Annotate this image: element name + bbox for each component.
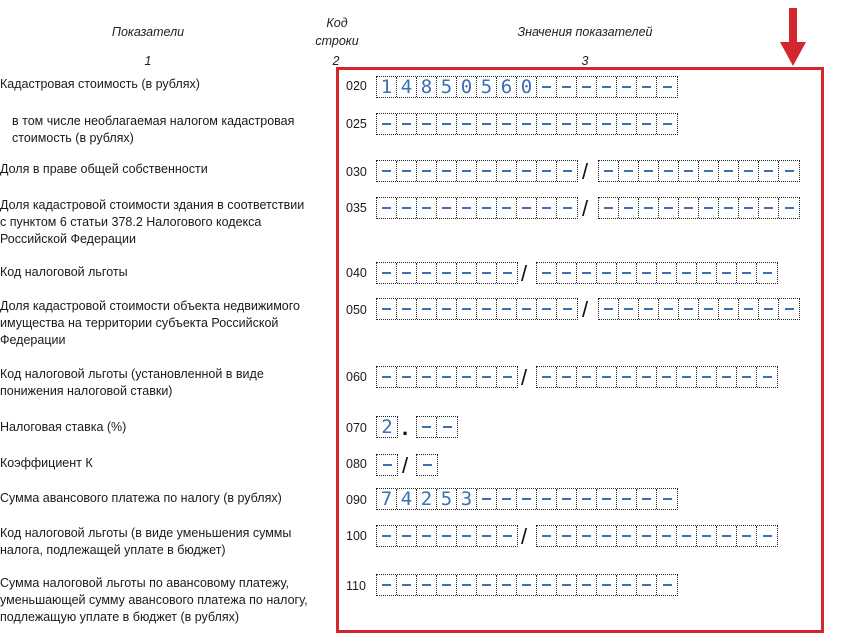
separator-100: / [521,524,528,549]
empty-cell [557,575,577,595]
label-080: Коэффициент К [0,456,93,470]
empty-cell [537,575,557,595]
empty-cell [659,198,679,218]
separator-080: / [402,453,409,478]
decimal-point-070: . [402,415,409,440]
empty-cell [457,575,477,595]
empty-cell [619,198,639,218]
empty-cell [517,161,537,181]
digit-cell: 7 [377,489,397,509]
empty-cell [457,114,477,134]
empty-cell [597,114,617,134]
empty-cell [377,299,397,319]
field-050-denominator[interactable] [598,298,800,320]
empty-cell [719,198,739,218]
code-025: 025 [346,117,367,131]
code-070: 070 [346,421,367,435]
empty-cell [639,161,659,181]
empty-cell [577,263,597,283]
empty-cell [659,161,679,181]
field-035-numerator[interactable] [376,197,578,219]
empty-cell [759,161,779,181]
empty-cell [457,161,477,181]
field-040-detail[interactable] [536,262,778,284]
empty-cell [457,526,477,546]
empty-cell [397,526,417,546]
field-100-detail[interactable] [536,525,778,547]
field-110[interactable] [376,574,678,596]
empty-cell [697,526,717,546]
empty-cell [477,114,497,134]
empty-cell [597,526,617,546]
empty-cell [517,198,537,218]
empty-cell [717,526,737,546]
digit-cell: 2 [381,416,393,438]
empty-cell [537,198,557,218]
code-050: 050 [346,303,367,317]
empty-cell [377,114,397,134]
empty-cell [637,489,657,509]
field-030-denominator[interactable] [598,160,800,182]
empty-cell [619,161,639,181]
empty-cell [657,526,677,546]
separator-050: / [582,297,589,322]
empty-cell [739,198,759,218]
empty-cell [377,198,397,218]
label-030: Доля в праве общей собственности [0,162,208,176]
empty-cell [637,263,657,283]
empty-cell [557,489,577,509]
empty-cell [397,161,417,181]
digit-cell: 0 [517,77,537,97]
digit-cell: 0 [457,77,477,97]
empty-cell [617,367,637,387]
empty-cell [657,263,677,283]
empty-cell [497,575,517,595]
code-080: 080 [346,457,367,471]
empty-cell [617,263,637,283]
empty-cell [617,526,637,546]
empty-cell [557,114,577,134]
empty-cell [619,299,639,319]
label-110: Сумма налоговой льготы по авансовому платежу, уменьшающей сумму авансового платежа по налогу, подлежащую уплате в бюджет (в рублях) [0,576,308,624]
field-070-fraction[interactable] [416,416,458,438]
code-090: 090 [346,493,367,507]
empty-cell [759,299,779,319]
field-060-detail[interactable] [536,366,778,388]
empty-cell [599,161,619,181]
empty-cell [659,299,679,319]
col1-header: Показатели [111,25,185,39]
empty-cell [417,299,437,319]
empty-cell [457,198,477,218]
empty-cell [739,161,759,181]
empty-cell [719,161,739,181]
separator-040: / [521,261,528,286]
label-090: Сумма авансового платежа по налогу (в рублях) [0,491,282,505]
field-070-integer[interactable] [376,416,398,438]
empty-cell [577,575,597,595]
empty-cell [719,299,739,319]
empty-cell [397,198,417,218]
empty-cell [537,489,557,509]
empty-cell [599,299,619,319]
empty-cell [717,367,737,387]
digit-cell: 2 [417,489,437,509]
label-070: Налоговая ставка (%) [0,420,127,434]
col2-header-line1: Код [326,16,348,30]
empty-cell [577,489,597,509]
empty-cell [477,367,497,387]
digit-cell: 1 [377,77,397,97]
empty-cell [679,161,699,181]
empty-cell [697,263,717,283]
empty-cell [639,198,659,218]
empty-cell [737,526,757,546]
col3-header: Значения показателей [517,25,653,39]
code-060: 060 [346,370,367,384]
empty-cell [677,526,697,546]
empty-cell [757,263,777,283]
empty-cell [497,367,517,387]
field-040-code[interactable] [376,262,518,284]
empty-cell [577,367,597,387]
empty-cell [657,77,677,97]
empty-cell [599,198,619,218]
empty-cell [537,526,557,546]
empty-cell [597,575,617,595]
code-040: 040 [346,266,367,280]
empty-cell [437,575,457,595]
empty-cell [699,299,719,319]
empty-cell [597,489,617,509]
empty-cell [397,114,417,134]
empty-cell [557,367,577,387]
empty-cell [537,263,557,283]
label-050: Доля кадастровой стоимости объекта недвижимого имущества на территории субъекта Российской Федерации [0,299,300,347]
empty-cell [617,489,637,509]
empty-cell [397,367,417,387]
empty-cell [557,263,577,283]
col3-number: 3 [581,54,589,68]
field-030-numerator[interactable] [376,160,578,182]
empty-cell [679,198,699,218]
empty-cell [699,161,719,181]
empty-cell [497,198,517,218]
empty-cell [657,489,677,509]
label-100: Код налоговой льготы (в виде уменьшения суммы налога, подлежащей уплате в бюджет) [0,526,292,557]
empty-cell [417,114,437,134]
empty-cell [779,198,799,218]
empty-cell [417,417,437,437]
digit-cell: 5 [437,489,457,509]
empty-cell [477,198,497,218]
field-100-code[interactable] [376,525,518,547]
field-020[interactable] [376,76,678,98]
empty-cell [679,299,699,319]
empty-cell [477,263,497,283]
empty-cell [537,77,557,97]
empty-cell [657,367,677,387]
code-100: 100 [346,529,367,543]
digit-cell: 4 [397,77,417,97]
label-040: Код налоговой льготы [0,265,128,279]
separator-035: / [582,196,589,221]
empty-cell [779,161,799,181]
empty-cell [757,526,777,546]
empty-cell [517,489,537,509]
empty-cell [417,161,437,181]
col2-header-line2: строки [315,34,359,48]
empty-cell [377,161,397,181]
arrow-down-icon [780,8,806,66]
empty-cell [477,526,497,546]
empty-cell [437,114,457,134]
empty-cell [657,114,677,134]
empty-cell [497,526,517,546]
field-060-code[interactable] [376,366,518,388]
empty-cell [617,114,637,134]
empty-cell [497,161,517,181]
empty-cell [477,575,497,595]
label-035: Доля кадастровой стоимости здания в соответствии с пунктом 6 статьи 378.2 Налогового кодекса Российской Федерации [0,198,305,246]
empty-cell [477,161,497,181]
empty-cell [437,198,457,218]
digit-cell: 8 [417,77,437,97]
empty-cell [557,77,577,97]
label-060: Код налоговой льготы (установленной в виде понижения налоговой ставки) [0,367,264,398]
empty-cell [737,263,757,283]
empty-cell [437,263,457,283]
empty-cell [397,575,417,595]
empty-cell [417,367,437,387]
empty-cell [577,77,597,97]
field-090[interactable] [376,488,678,510]
separator-030: / [582,159,589,184]
empty-cell [377,455,397,475]
empty-cell [617,575,637,595]
empty-cell [699,198,719,218]
empty-cell [617,77,637,97]
code-035: 035 [346,201,367,215]
empty-cell [497,489,517,509]
empty-cell [497,299,517,319]
field-080-fraction[interactable] [416,454,438,476]
empty-cell [737,367,757,387]
empty-cell [517,575,537,595]
code-020: 020 [346,79,367,93]
empty-cell [597,367,617,387]
empty-cell [437,526,457,546]
empty-cell [477,489,497,509]
field-080-integer[interactable] [376,454,398,476]
empty-cell [697,367,717,387]
code-030: 030 [346,165,367,179]
empty-cell [377,263,397,283]
empty-cell [437,417,457,437]
empty-cell [637,526,657,546]
empty-cell [477,299,497,319]
empty-cell [779,299,799,319]
field-025[interactable] [376,113,678,135]
col1-number: 1 [144,54,152,68]
empty-cell [537,161,557,181]
empty-cell [557,198,577,218]
empty-cell [537,299,557,319]
label-020: Кадастровая стоимость (в рублях) [0,77,200,91]
digit-cell: 3 [457,489,477,509]
digit-cell: 5 [437,77,457,97]
code-110: 110 [346,579,366,593]
empty-cell [537,367,557,387]
empty-cell [557,299,577,319]
empty-cell [457,263,477,283]
empty-cell [417,526,437,546]
empty-cell [557,526,577,546]
empty-cell [557,161,577,181]
empty-cell [597,263,617,283]
digit-cell: 6 [497,77,517,97]
empty-cell [597,77,617,97]
empty-cell [577,526,597,546]
empty-cell [739,299,759,319]
empty-cell [639,299,659,319]
empty-cell [517,114,537,134]
empty-cell [497,114,517,134]
empty-cell [437,161,457,181]
digit-cell: 5 [477,77,497,97]
empty-cell [417,263,437,283]
empty-cell [537,114,557,134]
empty-cell [417,455,437,475]
empty-cell [437,299,457,319]
empty-cell [377,575,397,595]
empty-cell [397,299,417,319]
empty-cell [637,77,657,97]
empty-cell [637,367,657,387]
empty-cell [377,526,397,546]
empty-cell [397,263,417,283]
empty-cell [657,575,677,595]
empty-cell [759,198,779,218]
empty-cell [577,114,597,134]
field-035-denominator[interactable] [598,197,800,219]
empty-cell [757,367,777,387]
empty-cell [517,299,537,319]
empty-cell [417,575,437,595]
empty-cell [677,263,697,283]
empty-cell [457,367,477,387]
empty-cell [717,263,737,283]
col2-number: 2 [332,54,340,68]
empty-cell [677,367,697,387]
empty-cell [377,367,397,387]
empty-cell [457,299,477,319]
empty-cell [437,367,457,387]
label-025: в том числе необлагаемая налогом кадастровая стоимость (в рублях) [12,114,295,145]
digit-cell: 4 [397,489,417,509]
field-050-numerator[interactable] [376,298,578,320]
highlight-frame [336,67,824,633]
separator-060: / [521,365,528,390]
empty-cell [417,198,437,218]
empty-cell [637,114,657,134]
empty-cell [637,575,657,595]
empty-cell [497,263,517,283]
